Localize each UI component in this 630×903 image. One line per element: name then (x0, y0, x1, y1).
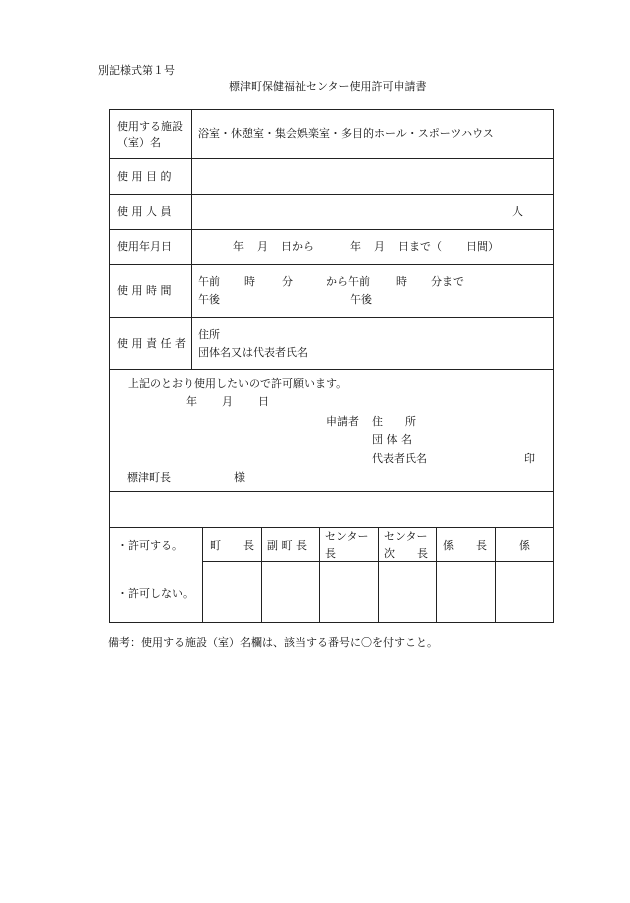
request-statement: 上記のとおり使用したいので許可願います。 (128, 377, 348, 390)
deny-option[interactable]: ・許可しない。 (117, 587, 194, 600)
responsible-address-label: 住所 (198, 328, 220, 341)
permit-option[interactable]: ・許可する。 (117, 539, 183, 552)
applicant-group-label: 団 体 名 (372, 433, 412, 446)
time-min-until: 分まで (431, 275, 464, 288)
date-to-year: 年 (350, 240, 361, 253)
people-label: 使 用 人 員 (117, 205, 172, 218)
date-to-day: 日まで（ (398, 240, 442, 253)
seal-mark: 印 (524, 452, 535, 465)
request-year: 年 (186, 395, 197, 408)
date-to-month: 月 (374, 240, 385, 253)
form-note: 備考：使用する施設（室）名欄は、該当する番号に〇を付すこと。 (108, 636, 438, 649)
center-head-header-line1: センター (325, 530, 369, 543)
request-month: 月 (222, 395, 233, 408)
center-deputy-header-line1: センター (384, 530, 428, 543)
time-pm-2: 午後 (350, 293, 372, 306)
date-from-month: 月 (257, 240, 268, 253)
applicant-rep-label: 代表者氏名 (372, 452, 427, 465)
applicant-address-label: 住 所 (372, 415, 416, 428)
applicant-label: 申請者 (326, 415, 359, 428)
staff-header: 係 (519, 539, 530, 552)
time-am-1: 午前 (198, 275, 220, 288)
people-unit: 人 (512, 205, 523, 218)
mayor-header: 町 長 (210, 539, 254, 552)
facility-options[interactable]: 浴室・休憩室・集会娯楽室・多目的ホール・スポーツハウス (198, 127, 494, 140)
purpose-label: 使 用 目 的 (117, 170, 172, 183)
section-chief-header: 係 長 (443, 539, 487, 552)
addressee: 標津町長 (127, 471, 171, 484)
center-deputy-header-line2: 次 長 (384, 547, 428, 560)
addressee-honorific: 様 (234, 471, 245, 484)
facility-label-line2: （室）名 (117, 136, 161, 149)
facility-label-line1: 使用する施設 (117, 120, 183, 133)
time-hour-1: 時 (244, 275, 255, 288)
center-head-header-line2: 長 (325, 547, 336, 560)
time-from-am-2: から午前 (326, 275, 370, 288)
time-pm-1: 午後 (198, 293, 220, 306)
dates-label: 使用年月日 (117, 240, 172, 253)
responsible-label: 使 用 責 任 者 (117, 337, 186, 350)
form-title: 標津町保健福祉センター使用許可申請書 (229, 80, 427, 93)
responsible-group-label: 団体名又は代表者氏名 (198, 346, 308, 359)
time-label: 使 用 時 間 (117, 284, 172, 297)
date-from-year: 年 (233, 240, 244, 253)
vice-mayor-header: 副 町 長 (267, 539, 307, 552)
time-hour-2: 時 (396, 275, 407, 288)
date-duration: 日間） (466, 240, 499, 253)
form-number: 別記様式第１号 (98, 64, 175, 77)
time-min-1: 分 (282, 275, 293, 288)
date-from-day: 日から (281, 240, 314, 253)
request-day: 日 (258, 395, 269, 408)
